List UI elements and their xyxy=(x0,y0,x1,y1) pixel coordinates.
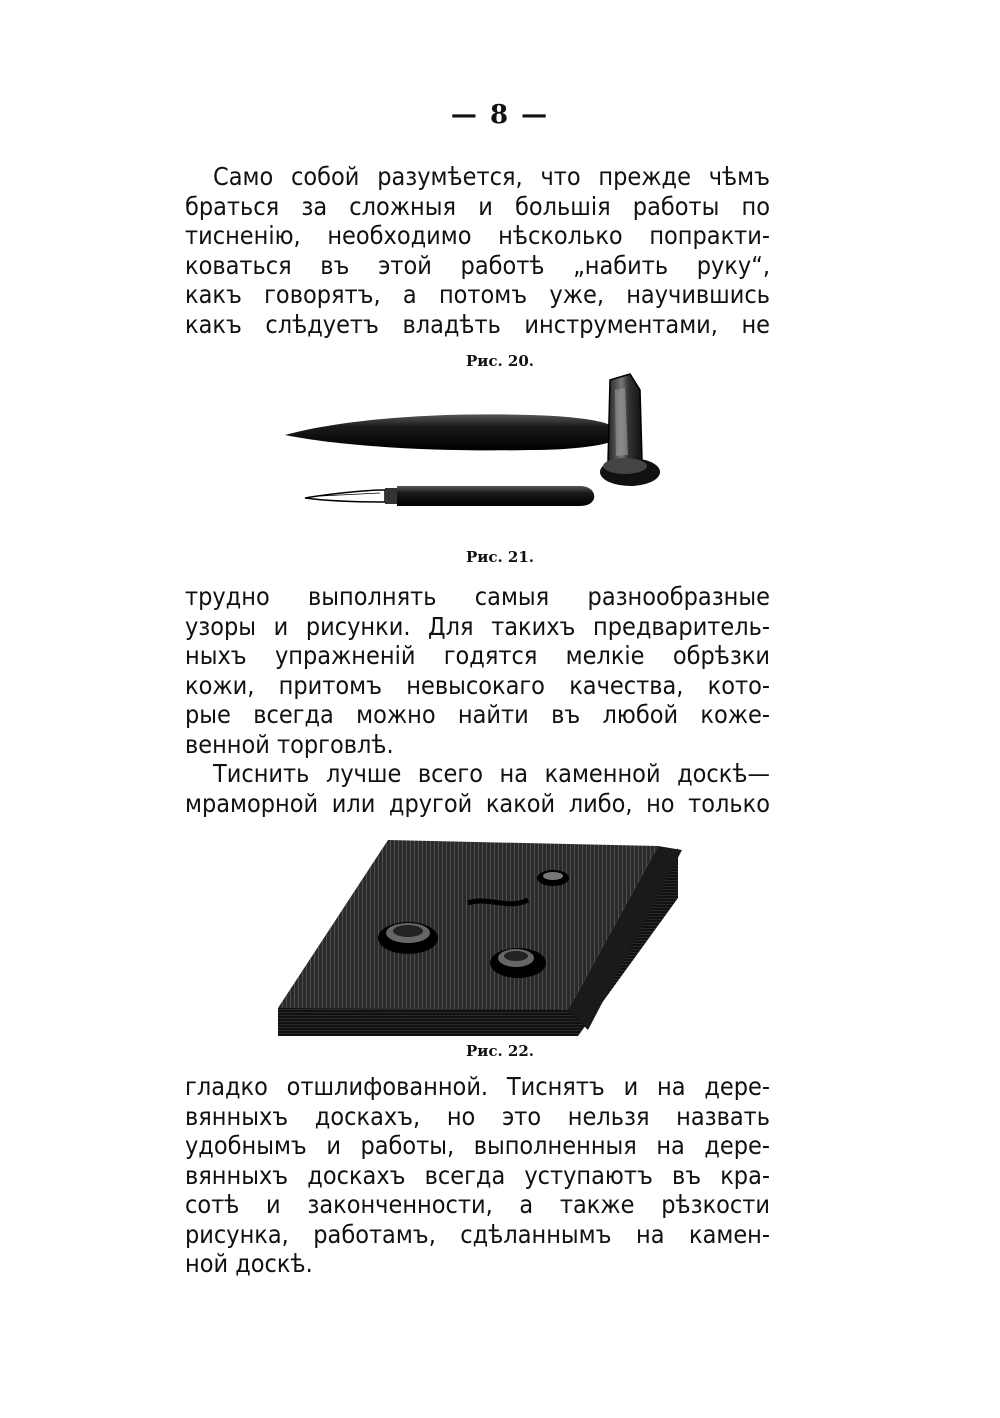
text-line: венной торговлѣ. xyxy=(185,729,394,759)
text-line: удобнымъ и работы, выполненныя на дере- xyxy=(185,1131,770,1160)
text-line: ныхъ упражненій годятся мелкіе обрѣзки xyxy=(185,641,770,670)
modelling-tool-handle xyxy=(397,486,594,506)
paragraph-4 xyxy=(185,1072,770,1279)
text-line: рисунка, работамъ, сдѣланнымъ на камен- xyxy=(185,1219,770,1249)
paragraph-2 xyxy=(185,582,770,759)
text-line: какъ говорятъ, а потомъ уже, научившись xyxy=(185,280,770,309)
text-line: гладко отшлифованной. Тиснятъ и на дере- xyxy=(185,1072,770,1101)
text-line: браться за сложныя и большія работы по xyxy=(185,191,770,221)
modelling-tool-ferrule xyxy=(385,488,397,504)
text-line: кожи, притомъ невысокаго качества, кото- xyxy=(185,670,770,700)
text-line: тисненію, необходимо нѣсколько попракти- xyxy=(185,221,770,250)
page-number: — 8 — xyxy=(450,100,550,130)
text-line: сотѣ и законченности, а также рѣзкости xyxy=(185,1190,770,1219)
text-line: трудно выполнять самыя разнообразные xyxy=(185,582,770,611)
figure-20-caption: Рис. 20. xyxy=(465,352,535,370)
figure-22-stone-board-illustration xyxy=(278,838,688,1038)
figure-21-caption: Рис. 21. xyxy=(465,548,535,566)
text-line: вянныхъ доскахъ, но это нельзя назвать xyxy=(185,1101,770,1131)
text-line: Тиснить лучше всего на каменной доскѣ— xyxy=(213,759,770,788)
text-line: коваться въ этой работѣ „набить руку“, xyxy=(185,250,770,280)
text-line: рые всегда можно найти въ любой коже- xyxy=(185,700,770,729)
text-line: ной доскѣ. xyxy=(185,1249,313,1278)
text-line: какъ слѣдуетъ владѣть инструментами, не xyxy=(185,309,770,339)
hammer-handle xyxy=(285,414,610,450)
figure-22-caption: Рис. 22. xyxy=(465,1042,535,1060)
text-line: узоры и рисунки. Для такихъ предваритель- xyxy=(185,611,770,641)
paragraph-3 xyxy=(185,759,770,818)
figure-20-21-tools-illustration xyxy=(280,370,700,520)
modelling-tool-blade xyxy=(305,490,385,502)
paragraph-1 xyxy=(185,162,770,339)
text-line: мраморной или другой какой либо, но только xyxy=(185,788,770,818)
text-line: вянныхъ доскахъ всегда уступаютъ въ кра- xyxy=(185,1160,770,1190)
text-line: Само собой разумѣется, что прежде чѣмъ xyxy=(213,162,770,191)
